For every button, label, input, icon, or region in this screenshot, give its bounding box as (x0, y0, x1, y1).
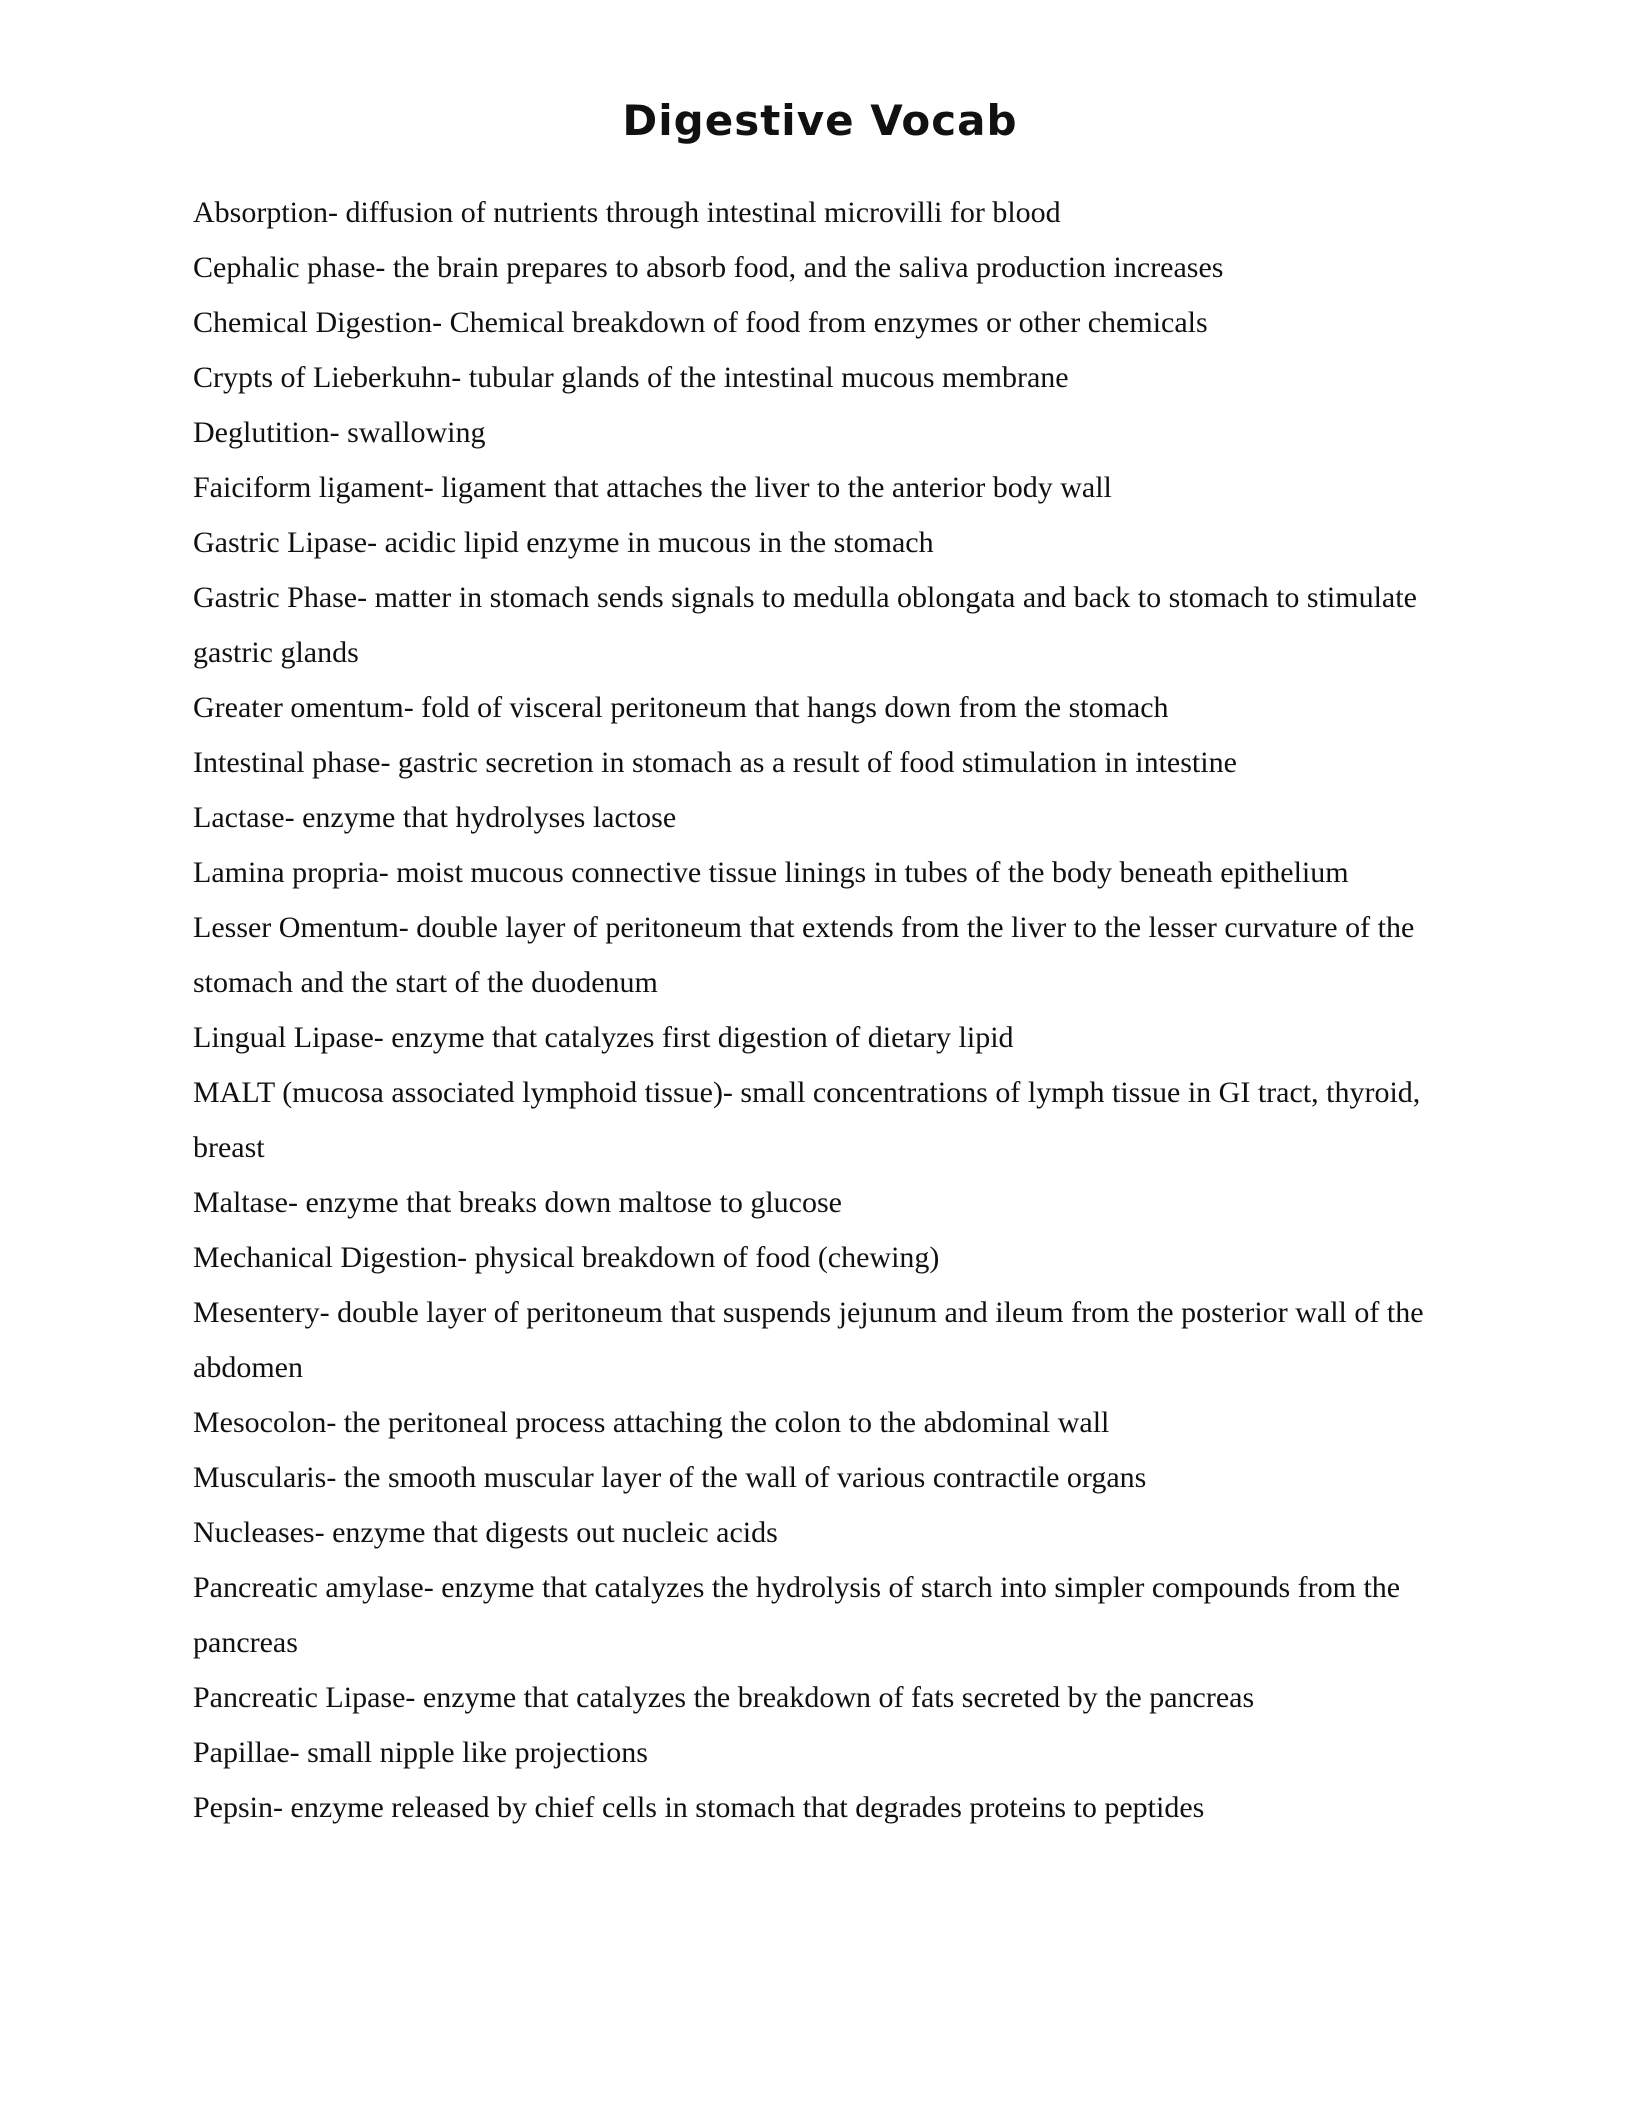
vocab-entry: Lamina propria- moist mucous connective tissue linings in tubes of the body beneath epithelium (193, 856, 1349, 889)
vocab-entry: Muscularis- the smooth muscular layer of the wall of various contractile organs (193, 1461, 1147, 1494)
vocab-entry: Lingual Lipase- enzyme that catalyzes first digestion of dietary lipid (193, 1021, 1014, 1054)
page-title: Digestive Vocab (622, 96, 1018, 145)
vocab-entry: Crypts of Lieberkuhn- tubular glands of the intestinal mucous membrane (193, 361, 1069, 394)
vocab-entry: Papillae- small nipple like projections (193, 1736, 648, 1769)
vocab-entry: Gastric Phase- matter in stomach sends signals to medulla oblongata and back to stomach to stimulate gastric glands (193, 581, 1417, 669)
vocab-entry: Pancreatic amylase- enzyme that catalyzes the hydrolysis of starch into simpler compounds from the pancreas (193, 1571, 1401, 1659)
vocab-entry: Chemical Digestion- Chemical breakdown of food from enzymes or other chemicals (193, 306, 1208, 339)
vocab-entry: Cephalic phase- the brain prepares to absorb food, and the saliva production increases (193, 251, 1224, 284)
vocab-entry: Faiciform ligament- ligament that attaches the liver to the anterior body wall (193, 471, 1112, 504)
vocab-entry: Deglutition- swallowing (193, 416, 486, 449)
vocab-entry: Intestinal phase- gastric secretion in stomach as a result of food stimulation in intestine (193, 746, 1237, 779)
vocab-list (193, 185, 1463, 1835)
vocab-entry: Pepsin- enzyme released by chief cells in stomach that degrades proteins to peptides (193, 1791, 1205, 1824)
vocab-entry: Maltase- enzyme that breaks down maltose to glucose (193, 1186, 842, 1219)
vocab-entry: Mesocolon- the peritoneal process attaching the colon to the abdominal wall (193, 1406, 1110, 1439)
vocab-entry: Mesentery- double layer of peritoneum that suspends jejunum and ileum from the posterior wall of the abdomen (193, 1296, 1424, 1384)
vocab-entry: MALT (mucosa associated lymphoid tissue)- small concentrations of lymph tissue in GI tract, thyroid, breast (193, 1076, 1421, 1164)
vocab-entry: Absorption- diffusion of nutrients through intestinal microvilli for blood (193, 196, 1061, 229)
vocab-entry: Nucleases- enzyme that digests out nucleic acids (193, 1516, 778, 1549)
vocab-entry: Mechanical Digestion- physical breakdown of food (chewing) (193, 1241, 940, 1274)
vocab-entry: Lactase- enzyme that hydrolyses lactose (193, 801, 677, 834)
vocab-entry: Greater omentum- fold of visceral peritoneum that hangs down from the stomach (193, 691, 1169, 724)
vocab-entry: Gastric Lipase- acidic lipid enzyme in mucous in the stomach (193, 526, 934, 559)
vocab-entry: Lesser Omentum- double layer of peritoneum that extends from the liver to the lesser curvature of the stomach and the start of the duodenum (193, 911, 1415, 999)
vocab-entry: Pancreatic Lipase- enzyme that catalyzes the breakdown of fats secreted by the pancreas (193, 1681, 1255, 1714)
